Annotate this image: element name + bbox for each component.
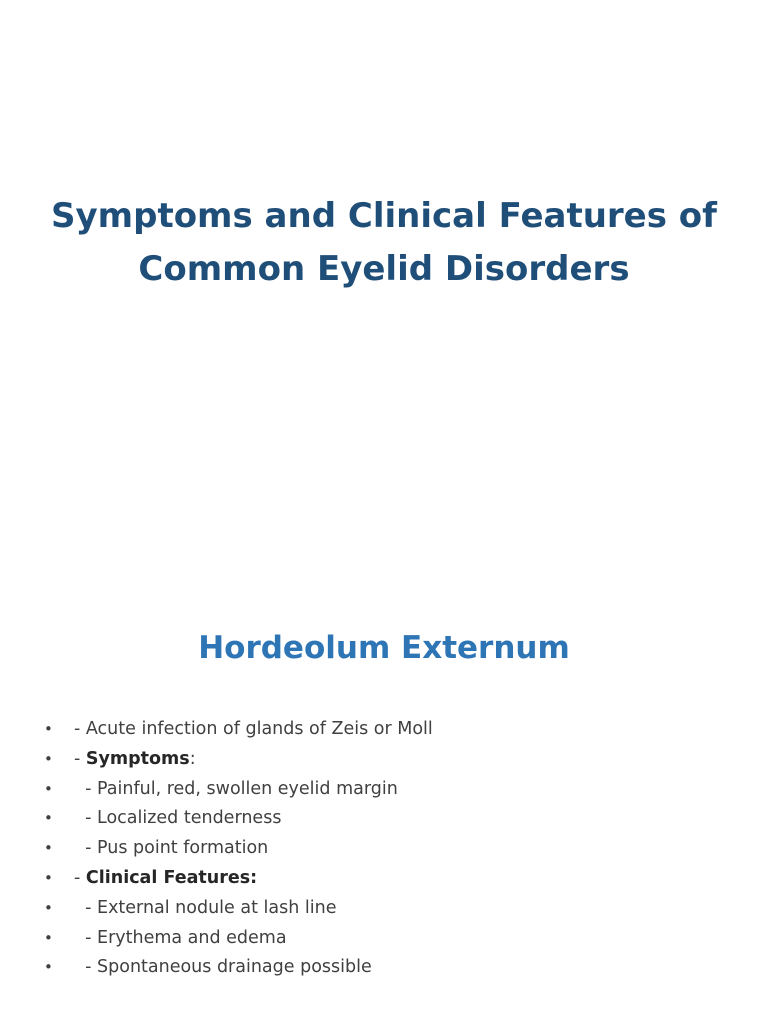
main-title <box>40 190 728 296</box>
bullet-item <box>40 893 730 923</box>
bullet-prefix: - <box>74 748 86 769</box>
bullet-prefix: - <box>74 897 98 918</box>
bullet-dot-icon: • <box>44 898 53 917</box>
bullet-item <box>40 774 730 804</box>
bullet-prefix: - <box>74 808 98 829</box>
bullet-prefix: - <box>74 957 98 978</box>
bullet-prefix: - <box>74 927 98 948</box>
content-slide <box>0 576 768 1024</box>
bullet-text: Localized tenderness <box>97 808 282 829</box>
bullet-text: Painful, red, swollen eyelid margin <box>97 778 398 799</box>
bullet-item <box>40 803 730 833</box>
bullet-dot-icon: • <box>44 928 53 947</box>
section-heading: Hordeolum Externum <box>198 630 570 666</box>
bullet-text: Erythema and edema <box>97 927 287 948</box>
bullet-item <box>40 714 730 744</box>
bullet-item <box>40 744 730 774</box>
bullet-text: External nodule at lash line <box>97 897 337 918</box>
bullet-dot-icon: • <box>44 868 53 887</box>
bullet-bold-text: Clinical Features: <box>85 867 258 888</box>
bullet-dot-icon: • <box>44 779 53 798</box>
bullet-prefix: - <box>74 867 86 888</box>
bullet-text: Pus point formation <box>97 838 269 859</box>
bullet-dot-icon: • <box>44 749 53 768</box>
bullet-prefix: - <box>74 838 98 859</box>
bullet-item <box>40 863 730 893</box>
bullet-prefix: - <box>74 719 86 739</box>
bullet-list <box>40 714 730 982</box>
bullet-text: : <box>189 748 196 769</box>
main-title-line-2: Common Eyelid Disorders <box>138 249 630 289</box>
bullet-item <box>40 952 730 982</box>
bullet-item <box>40 833 730 863</box>
bullet-text: Spontaneous drainage possible <box>97 957 372 978</box>
bullet-dot-icon: • <box>44 720 53 738</box>
bullet-dot-icon: • <box>44 839 53 858</box>
bullet-dot-icon: • <box>44 958 53 977</box>
bullet-item <box>40 923 730 953</box>
bullet-text: Acute infection of glands of Zeis or Moll <box>85 719 433 739</box>
main-title-line-1: Symptoms and Clinical Features of <box>51 196 717 236</box>
bullet-dot-icon: • <box>44 809 53 828</box>
bullet-prefix: - <box>74 778 98 799</box>
bullet-bold-text: Symptoms <box>85 748 190 769</box>
